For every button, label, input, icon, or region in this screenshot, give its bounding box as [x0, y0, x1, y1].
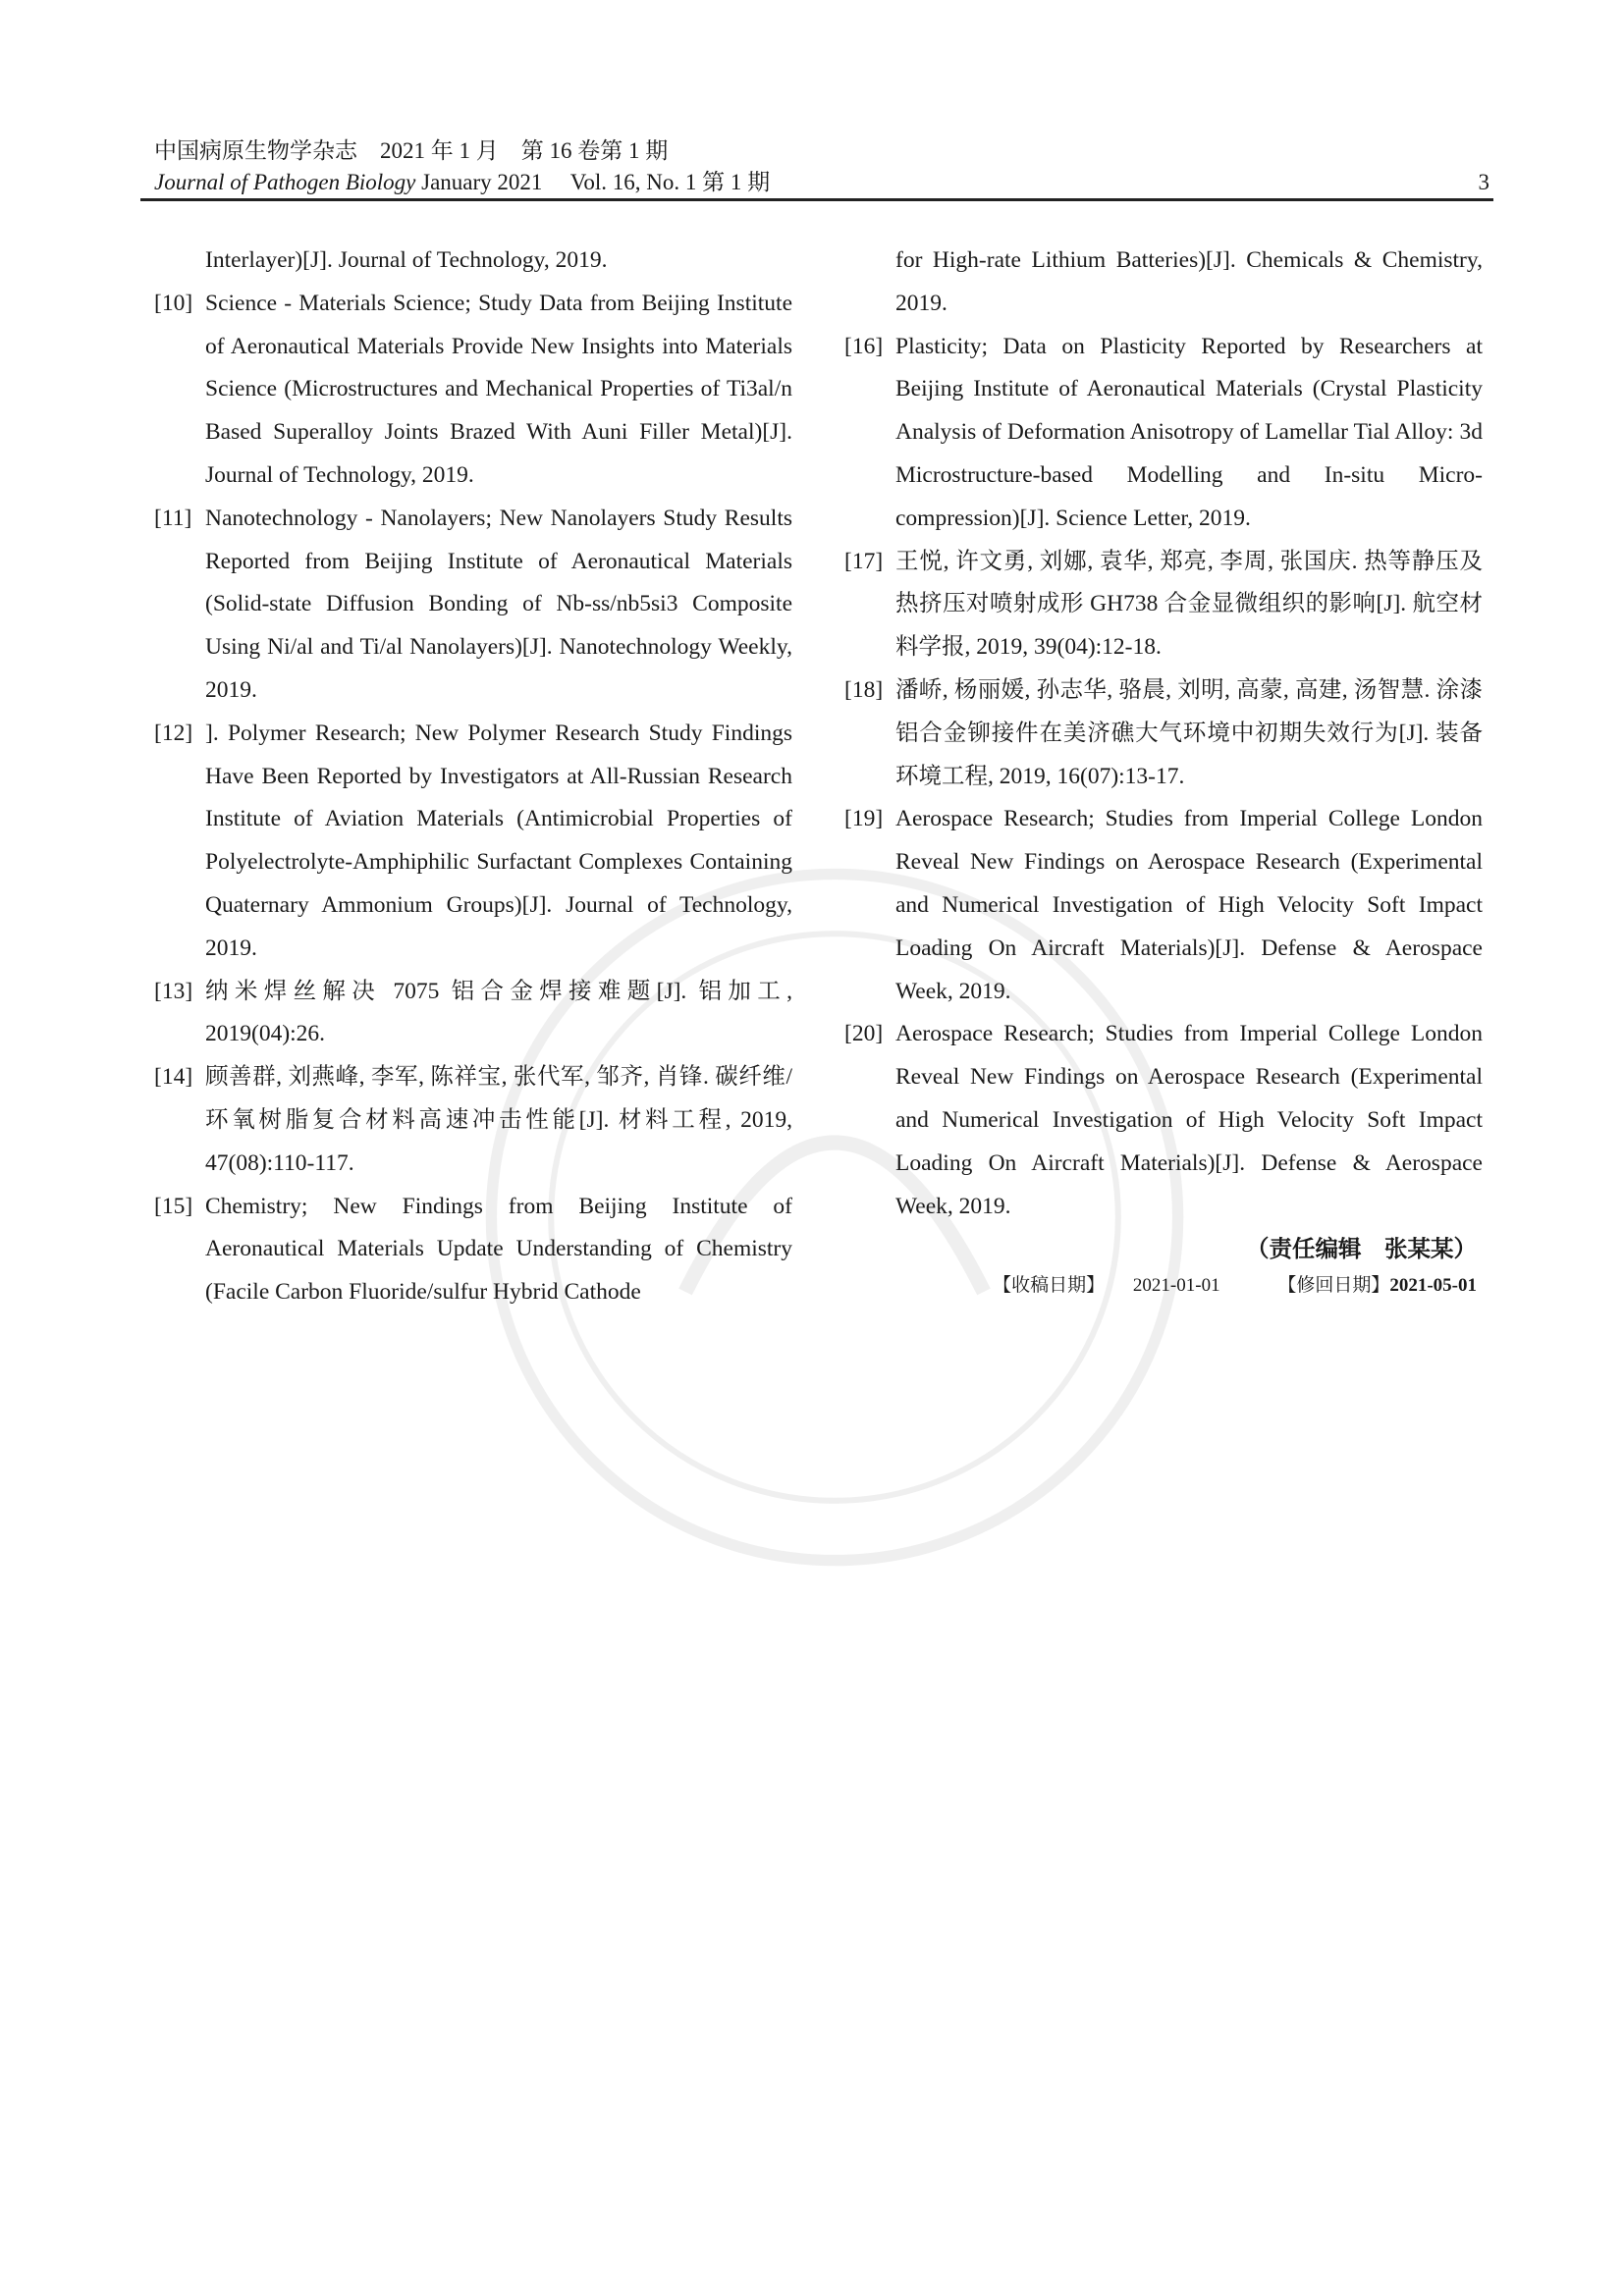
issue-info: January 2021 Vol. 16, No. 1 第 1 期: [421, 170, 771, 194]
reference-number: [20]: [844, 1021, 884, 1047]
reference-text: Nanotechnology - Nanolayers; New Nanolayers Study Results Reported from Beijing Institute of Aeronautical Materials (Solid-state Diffusion Bonding of Nb-ss/nb5si3 Composite Using Ni/al and Ti/al Nanolayers)[J]. Nanotechnology Weekly, 2019.: [205, 505, 792, 703]
reference-item: [844, 541, 1483, 669]
reference-item: [844, 326, 1483, 541]
reference-item: [844, 798, 1483, 1013]
reference-text: 顾善群, 刘燕峰, 李军, 陈祥宝, 张代军, 邹齐, 肖锋. 碳纤维/环氧树脂复合材料高速冲击性能[J]. 材料工程, 2019, 47(08):110-117.: [205, 1064, 792, 1176]
reference-text: 潘峤, 杨丽媛, 孙志华, 骆晨, 刘明, 高蒙, 高建, 汤智慧. 涂漆铝合金铆接件在美济礁大气环境中初期失效行为[J]. 装备环境工程, 2019, 16(07):13-17.: [895, 676, 1483, 789]
reference-number: [15]: [154, 1193, 193, 1219]
reference-text: ]. Polymer Research; New Polymer Research Study Findings Have Been Reported by Investigators at All-Russian Research Institute of Aviation Materials (Antimicrobial Properties of Polyelectrolyte-Amphiphilic Surfactant Complexes Containing Quaternary Ammonium Groups)[J]. Journal of Technology, 2019.: [205, 720, 792, 961]
reference-text: Plasticity; Data on Plasticity Reported by Researchers at Beijing Institute of Aeronautical Materials (Crystal Plasticity Analysis of Deformation Anisotropy of Lamellar Tial Alloy: 3d Microstructure-based Modelling and In-situ Micro-compression)[J]. Science Letter, 2019.: [895, 333, 1483, 531]
running-header: [154, 135, 1491, 198]
reference-item: [154, 713, 792, 971]
reference-text: Aerospace Research; Studies from Imperial College London Reveal New Findings on Aerospace Research (Experimental and Numerical Investigation of High Velocity Soft Impact Loading On Aircraft Materials)[J]. Defense & Aerospace Week, 2019.: [895, 1021, 1483, 1219]
revised-date: 2021-05-01: [1389, 1275, 1477, 1297]
reference-number: [12]: [154, 720, 193, 746]
left-column: [154, 240, 792, 1314]
journal-title-chinese: 中国病原生物学杂志 2021 年 1 月 第 16 卷第 1 期: [154, 138, 669, 163]
reference-number: [13]: [154, 978, 193, 1004]
reference-item: [154, 971, 792, 1057]
received-date: 2021-01-01: [1132, 1275, 1220, 1297]
reference-text: Aerospace Research; Studies from Imperial College London Reveal New Findings on Aerospace Research (Experimental and Numerical Investigation of High Velocity Soft Impact Loading On Aircraft Materials)[J]. Defense & Aerospace Week, 2019.: [895, 806, 1483, 1004]
journal-name: Journal of Pathogen Biology: [154, 170, 416, 194]
reference-number: [16]: [844, 333, 884, 359]
reference-item: [154, 498, 792, 713]
article-dates: [844, 1269, 1483, 1303]
received-date-label: 【收稿日期】: [993, 1275, 1106, 1297]
reference-continuation: for High-rate Lithium Batteries)[J]. Chemicals & Chemistry, 2019.: [895, 247, 1483, 316]
responsible-editor: （责任编辑 张某某）: [1246, 1237, 1477, 1263]
reference-number: [11]: [154, 505, 192, 531]
revised-date-label: 【修回日期】: [1277, 1275, 1390, 1297]
reference-item: [154, 283, 792, 498]
reference-number: [14]: [154, 1064, 193, 1091]
reference-number: [17]: [844, 548, 884, 574]
reference-number: [18]: [844, 676, 884, 703]
reference-item: [154, 1186, 792, 1314]
reference-item: [844, 669, 1483, 798]
reference-number: [19]: [844, 806, 884, 832]
page-number: 3: [1478, 170, 1489, 194]
reference-text: 纳米焊丝解决 7075 铝合金焊接难题[J]. 铝加工, 2019(04):26.: [205, 978, 792, 1047]
header-rule: [140, 198, 1493, 201]
reference-number: [10]: [154, 290, 193, 316]
reference-text: 王悦, 许文勇, 刘娜, 袁华, 郑亮, 李周, 张国庆. 热等静压及热挤压对喷射成形 GH738 合金显微组织的影响[J]. 航空材料学报, 2019, 39(04):12-18.: [895, 548, 1483, 661]
journal-title-english: [154, 167, 1491, 198]
reference-item: [154, 1056, 792, 1185]
reference-item: [844, 1013, 1483, 1228]
reference-continuation: Interlayer)[J]. Journal of Technology, 2019.: [205, 247, 608, 273]
right-column: [844, 240, 1483, 1303]
reference-text: Chemistry; New Findings from Beijing Institute of Aeronautical Materials Update Understanding of Chemistry (Facile Carbon Fluoride/sulfur Hybrid Cathode: [205, 1193, 792, 1306]
reference-text: Science - Materials Science; Study Data from Beijing Institute of Aeronautical Materials Provide New Insights into Materials Science (Microstructures and Mechanical Properties of Ti3al/n Based Superalloy Joints Brazed With Auni Filler Metal)[J]. Journal of Technology, 2019.: [205, 290, 792, 488]
